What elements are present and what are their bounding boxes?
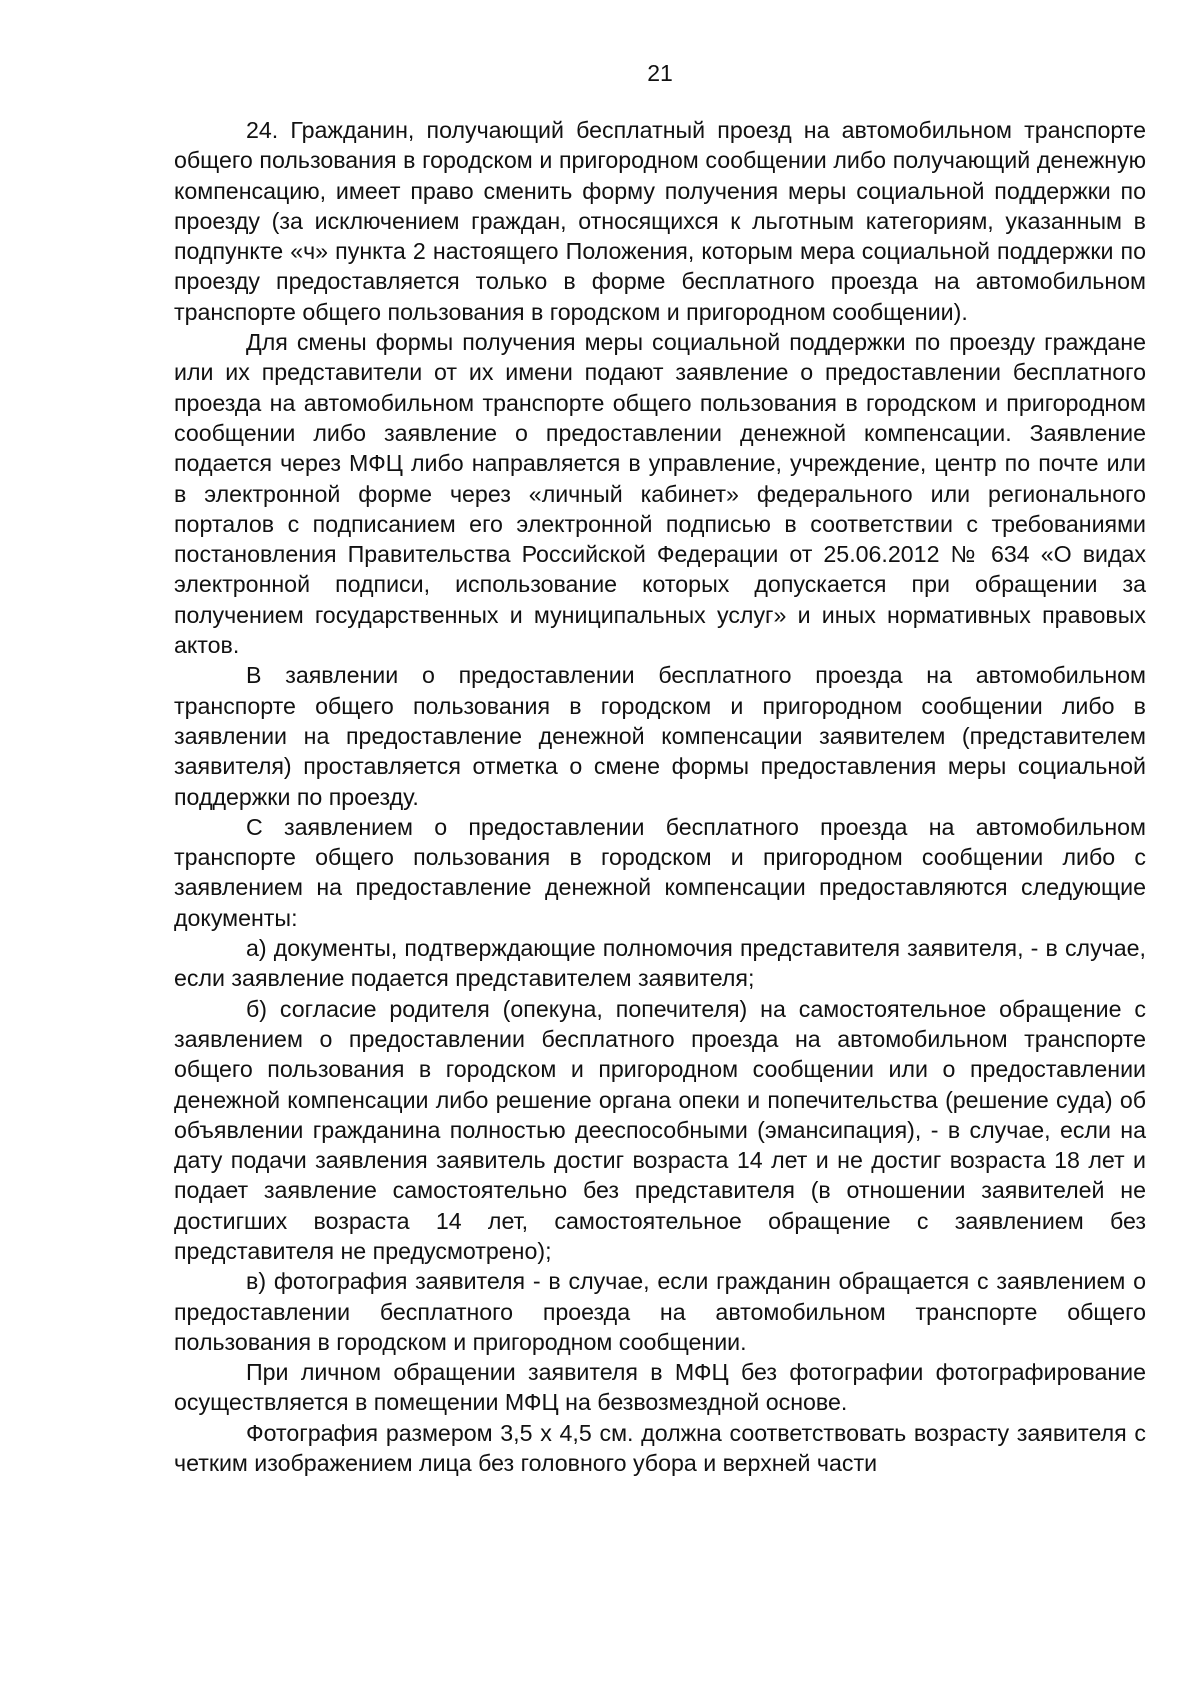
paragraph-item-24: 24. Гражданин, получающий бесплатный проезд на автомобильном транспорте общего пользования в городском и пригородном сообщении либо получающий денежную компенсацию, имеет право сменить форму получения меры социальной поддержки по проезду (за исключением граждан, относящихся к льготным категориям, указанным в подпункте «ч» пункта 2 настоящего Положения, которым мера социальной поддержки по проезду предоставляется только в форме бесплатного проезда на автомобильном транспорте общего пользования в городском и пригородном сообщении). — [174, 117, 1146, 325]
paragraph-list-a: а) документы, подтверждающие полномочия представителя заявителя, - в случае, если заявление подается представителем заявителя; — [174, 935, 1146, 992]
paragraph-photo-mfc: При личном обращении заявителя в МФЦ без фотографии фотографирование осуществляется в помещении МФЦ на безвозмездной основе. — [174, 1359, 1146, 1416]
page-number: 21 — [647, 60, 673, 86]
paragraph-application-mark: В заявлении о предоставлении бесплатного проезда на автомобильном транспорте общего пользования в городском и пригородном сообщении либо в заявлении на предоставление денежной компенсации заявителем (представителем заявителя) проставляется отметка о смене формы предоставления меры социальной поддержки по проезду. — [174, 662, 1146, 810]
paragraph-photo-size: Фотография размером 3,5 х 4,5 см. должна соответствовать возрасту заявителя с четким изображением лица без головного убора и верхней части — [174, 1419, 1146, 1477]
paragraph-list-v: в) фотография заявителя - в случае, если гражданин обращается с заявлением о предоставлении бесплатного проезда на автомобильном транспорте общего пользования в городском и пригородном сообщении. — [174, 1268, 1146, 1355]
paragraph-list-b: б) согласие родителя (опекуна, попечителя) на самостоятельное обращение с заявлением о предоставлении бесплатного проезда на автомобильном транспорте общего пользования в городском и пригородном сообщении или о предоставлении денежной компенсации либо решение органа опеки и попечительства (решение суда) об объявлении гражданина полностью дееспособными (эмансипация), - в случае, если на дату подачи заявления заявитель достиг возраста 14 лет и не достиг возраста 18 лет и подает заявление самостоятельно без представителя (в отношении заявителей не достигших возраста 14 лет, самостоятельное обращение с заявлением без представителя не предусмотрено); — [174, 995, 1146, 1264]
paragraph-change-form: Для смены формы получения меры социальной поддержки по проезду граждане или их представители от их имени подают заявление о предоставлении бесплатного проезда на автомобильном транспорте общего пользования в городском и пригородном сообщении либо заявление о предоставлении денежной компенсации. Заявление подается через МФЦ либо направляется в управление, учреждение, центр по почте или в электронной форме через «личный кабинет» федерального или регионального порталов с подписанием его электронной подписью в соответствии с требованиями постановления Правительства Российской Федерации от 25.06.2012 № 634 «О видах электронной подписи, использование которых допускается при обращении за получением государственных и муниципальных услуг» и иных нормативных правовых актов. — [174, 329, 1146, 659]
document-body — [174, 115, 1146, 1478]
paragraph-documents-intro: С заявлением о предоставлении бесплатного проезда на автомобильном транспорте общего пользования в городском и пригородном сообщении либо с заявлением на предоставление денежной компенсации предоставляются следующие документы: — [174, 813, 1146, 931]
